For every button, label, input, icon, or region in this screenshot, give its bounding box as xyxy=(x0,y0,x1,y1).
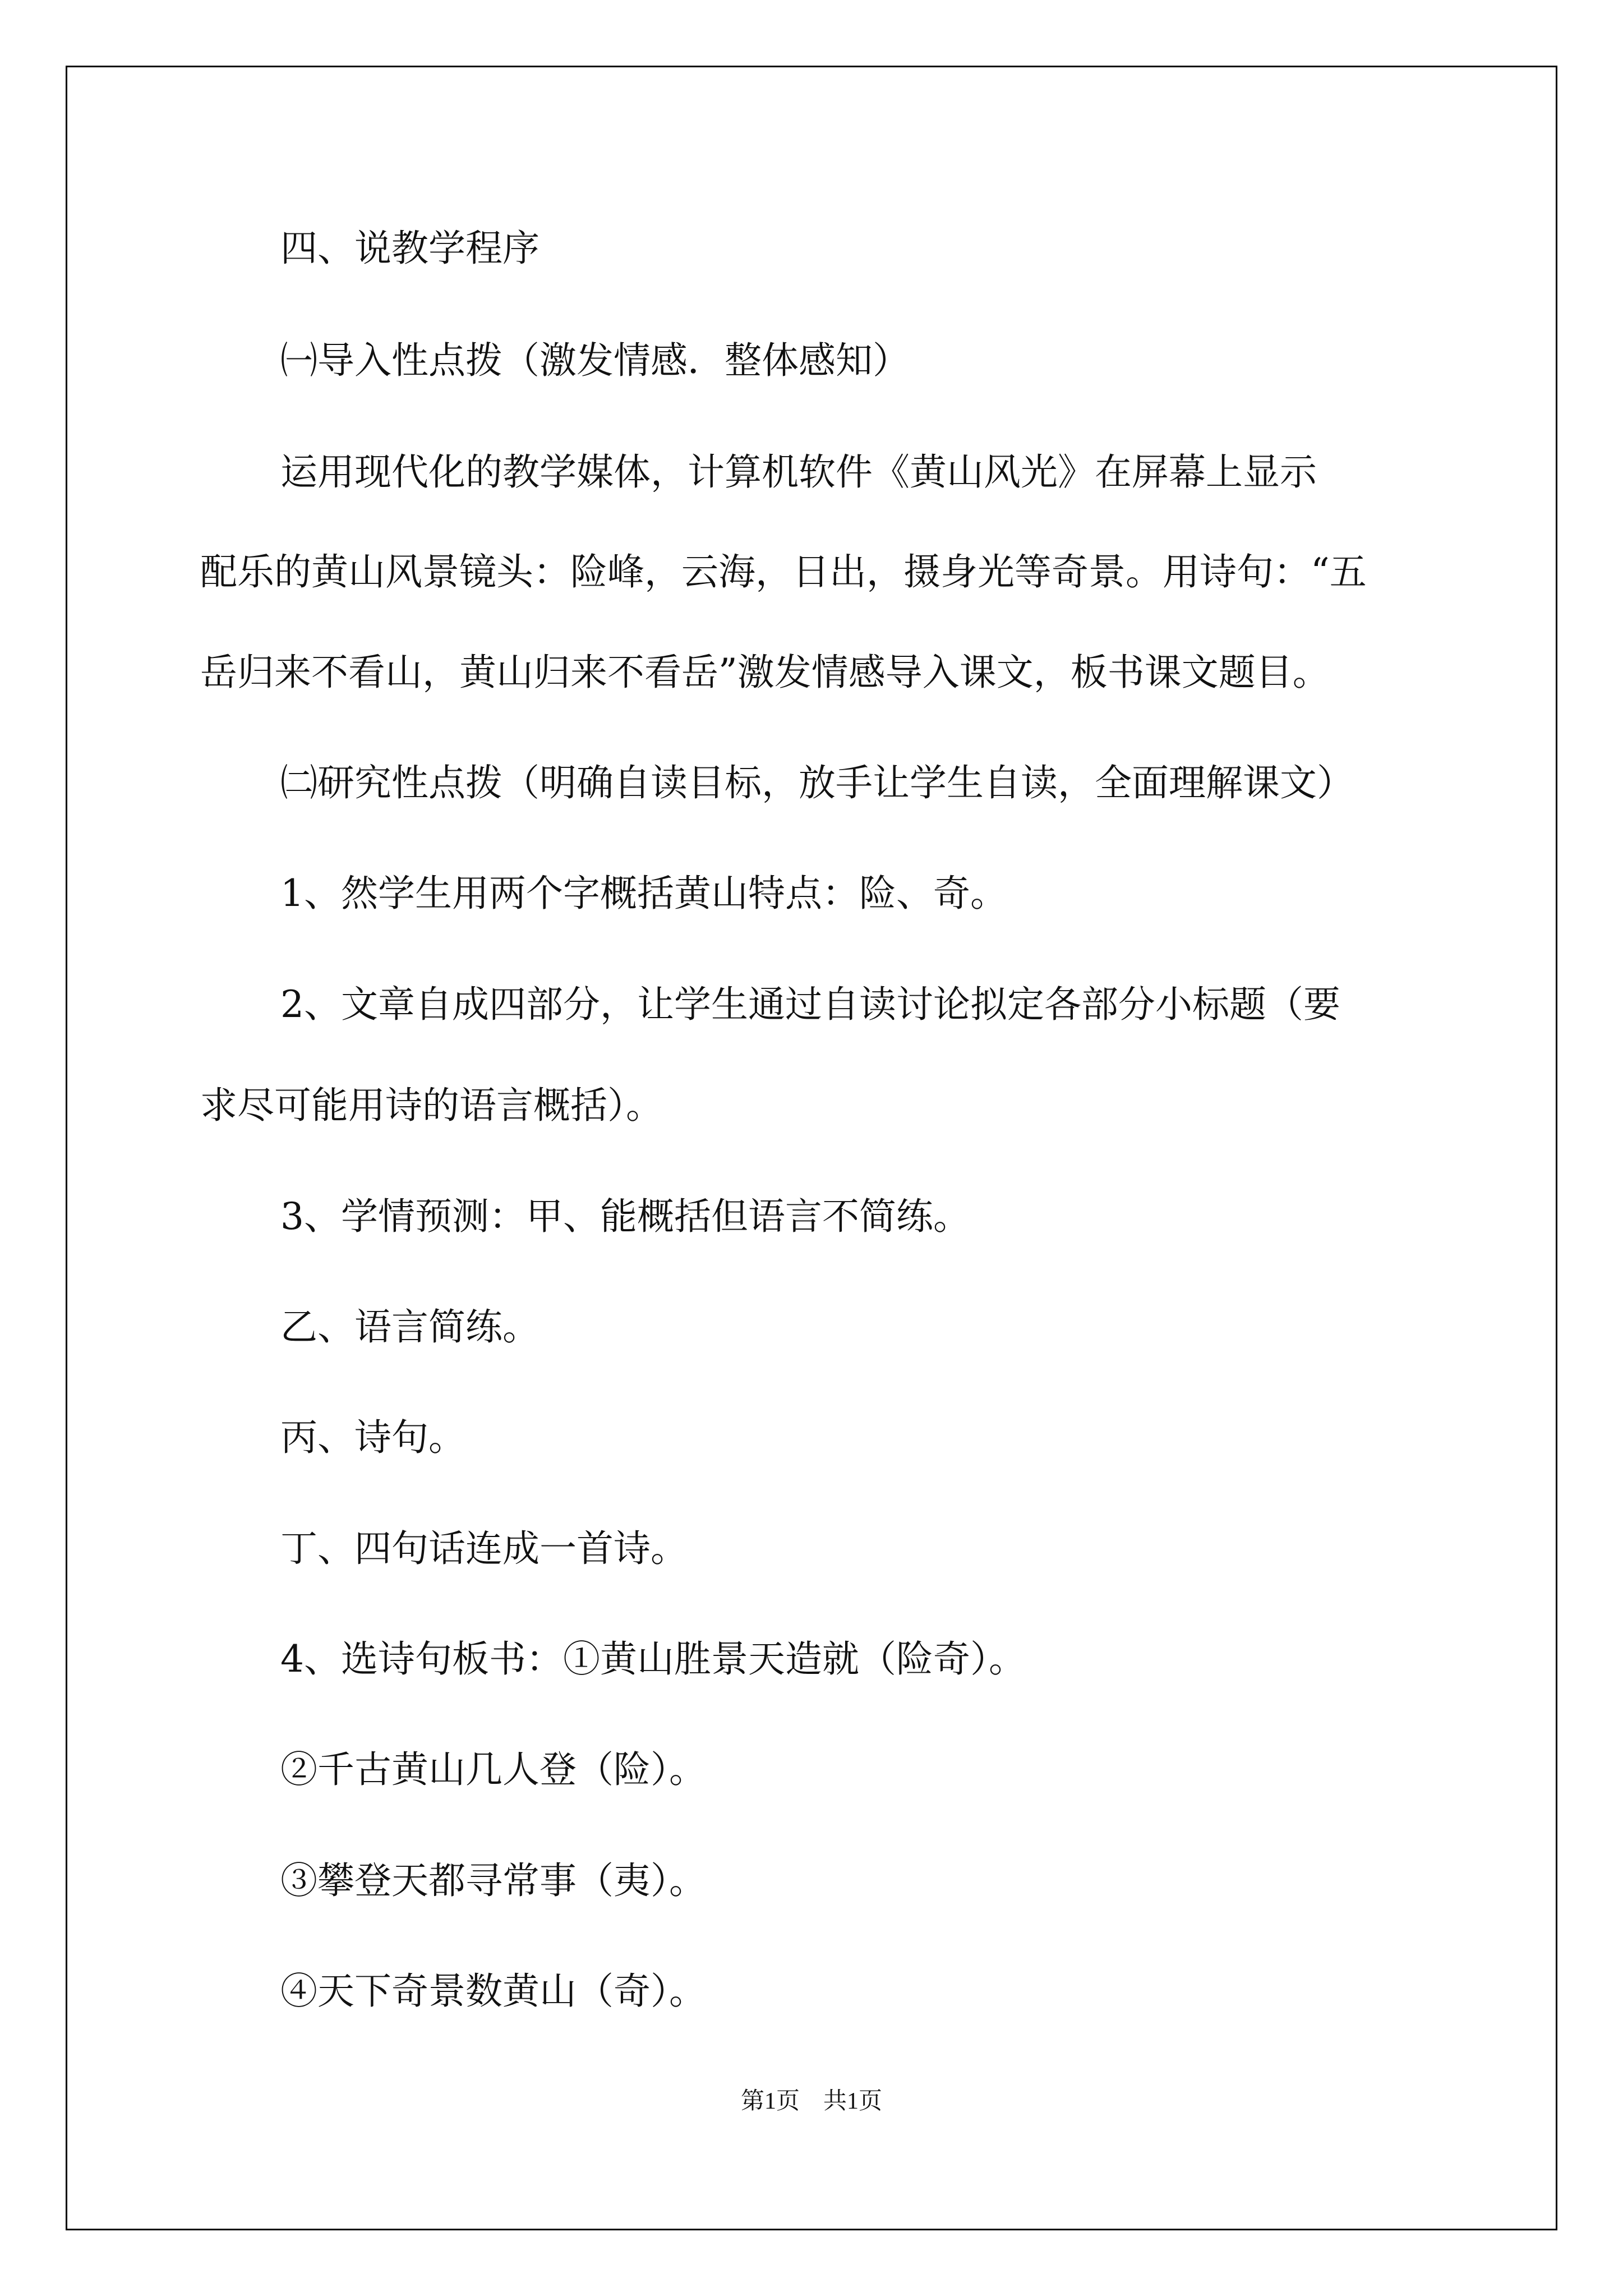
list-item-continued: 求尽可能用诗的语言概括）。 xyxy=(200,1084,663,1127)
sub-item: 丁、四句话连成一首诗。 xyxy=(280,1527,688,1570)
list-item: 3、学情预测：甲、能概括但语言不简练。 xyxy=(280,1195,970,1238)
sub-item: 丙、诗句。 xyxy=(280,1416,465,1459)
subsection-heading-1: ㈠导入性点拨（激发情感．整体感知） xyxy=(280,339,910,382)
list-item: 1、然学生用两个字概括黄山特点：险、奇。 xyxy=(280,872,1007,915)
section-heading: 四、说教学程序 xyxy=(280,227,540,270)
paragraph-line: 岳归来不看山，黄山归来不看岳”激发情感导入课文，板书课文题目。 xyxy=(200,651,1330,694)
subsection-heading-2: ㈡研究性点拨（明确自读目标，放手让学生自读，全面理解课文） xyxy=(280,761,1354,804)
sub-item: 乙、语言简练。 xyxy=(280,1305,540,1349)
poem-line: ④天下奇景数黄山（奇）。 xyxy=(280,1970,706,2013)
page-footer: 第1页 共1页 xyxy=(740,2088,882,2114)
paragraph-line: 配乐的黄山风景镜头：险峰，云海，日出，摄身光等奇景。用诗句：“五 xyxy=(200,550,1367,593)
list-item: 4、选诗句板书：①黄山胜景天造就（险奇）。 xyxy=(280,1637,1026,1681)
poem-line: ③攀登天都寻常事（夷）。 xyxy=(280,1859,706,1902)
paragraph-line: 运用现代化的教学媒体，计算机软件《黄山风光》在屏幕上显示 xyxy=(280,450,1317,494)
poem-line: ②千古黄山几人登（险）。 xyxy=(280,1748,706,1791)
list-item: 2、文章自成四部分，让学生通过自读讨论拟定各部分小标题（要 xyxy=(280,983,1340,1026)
